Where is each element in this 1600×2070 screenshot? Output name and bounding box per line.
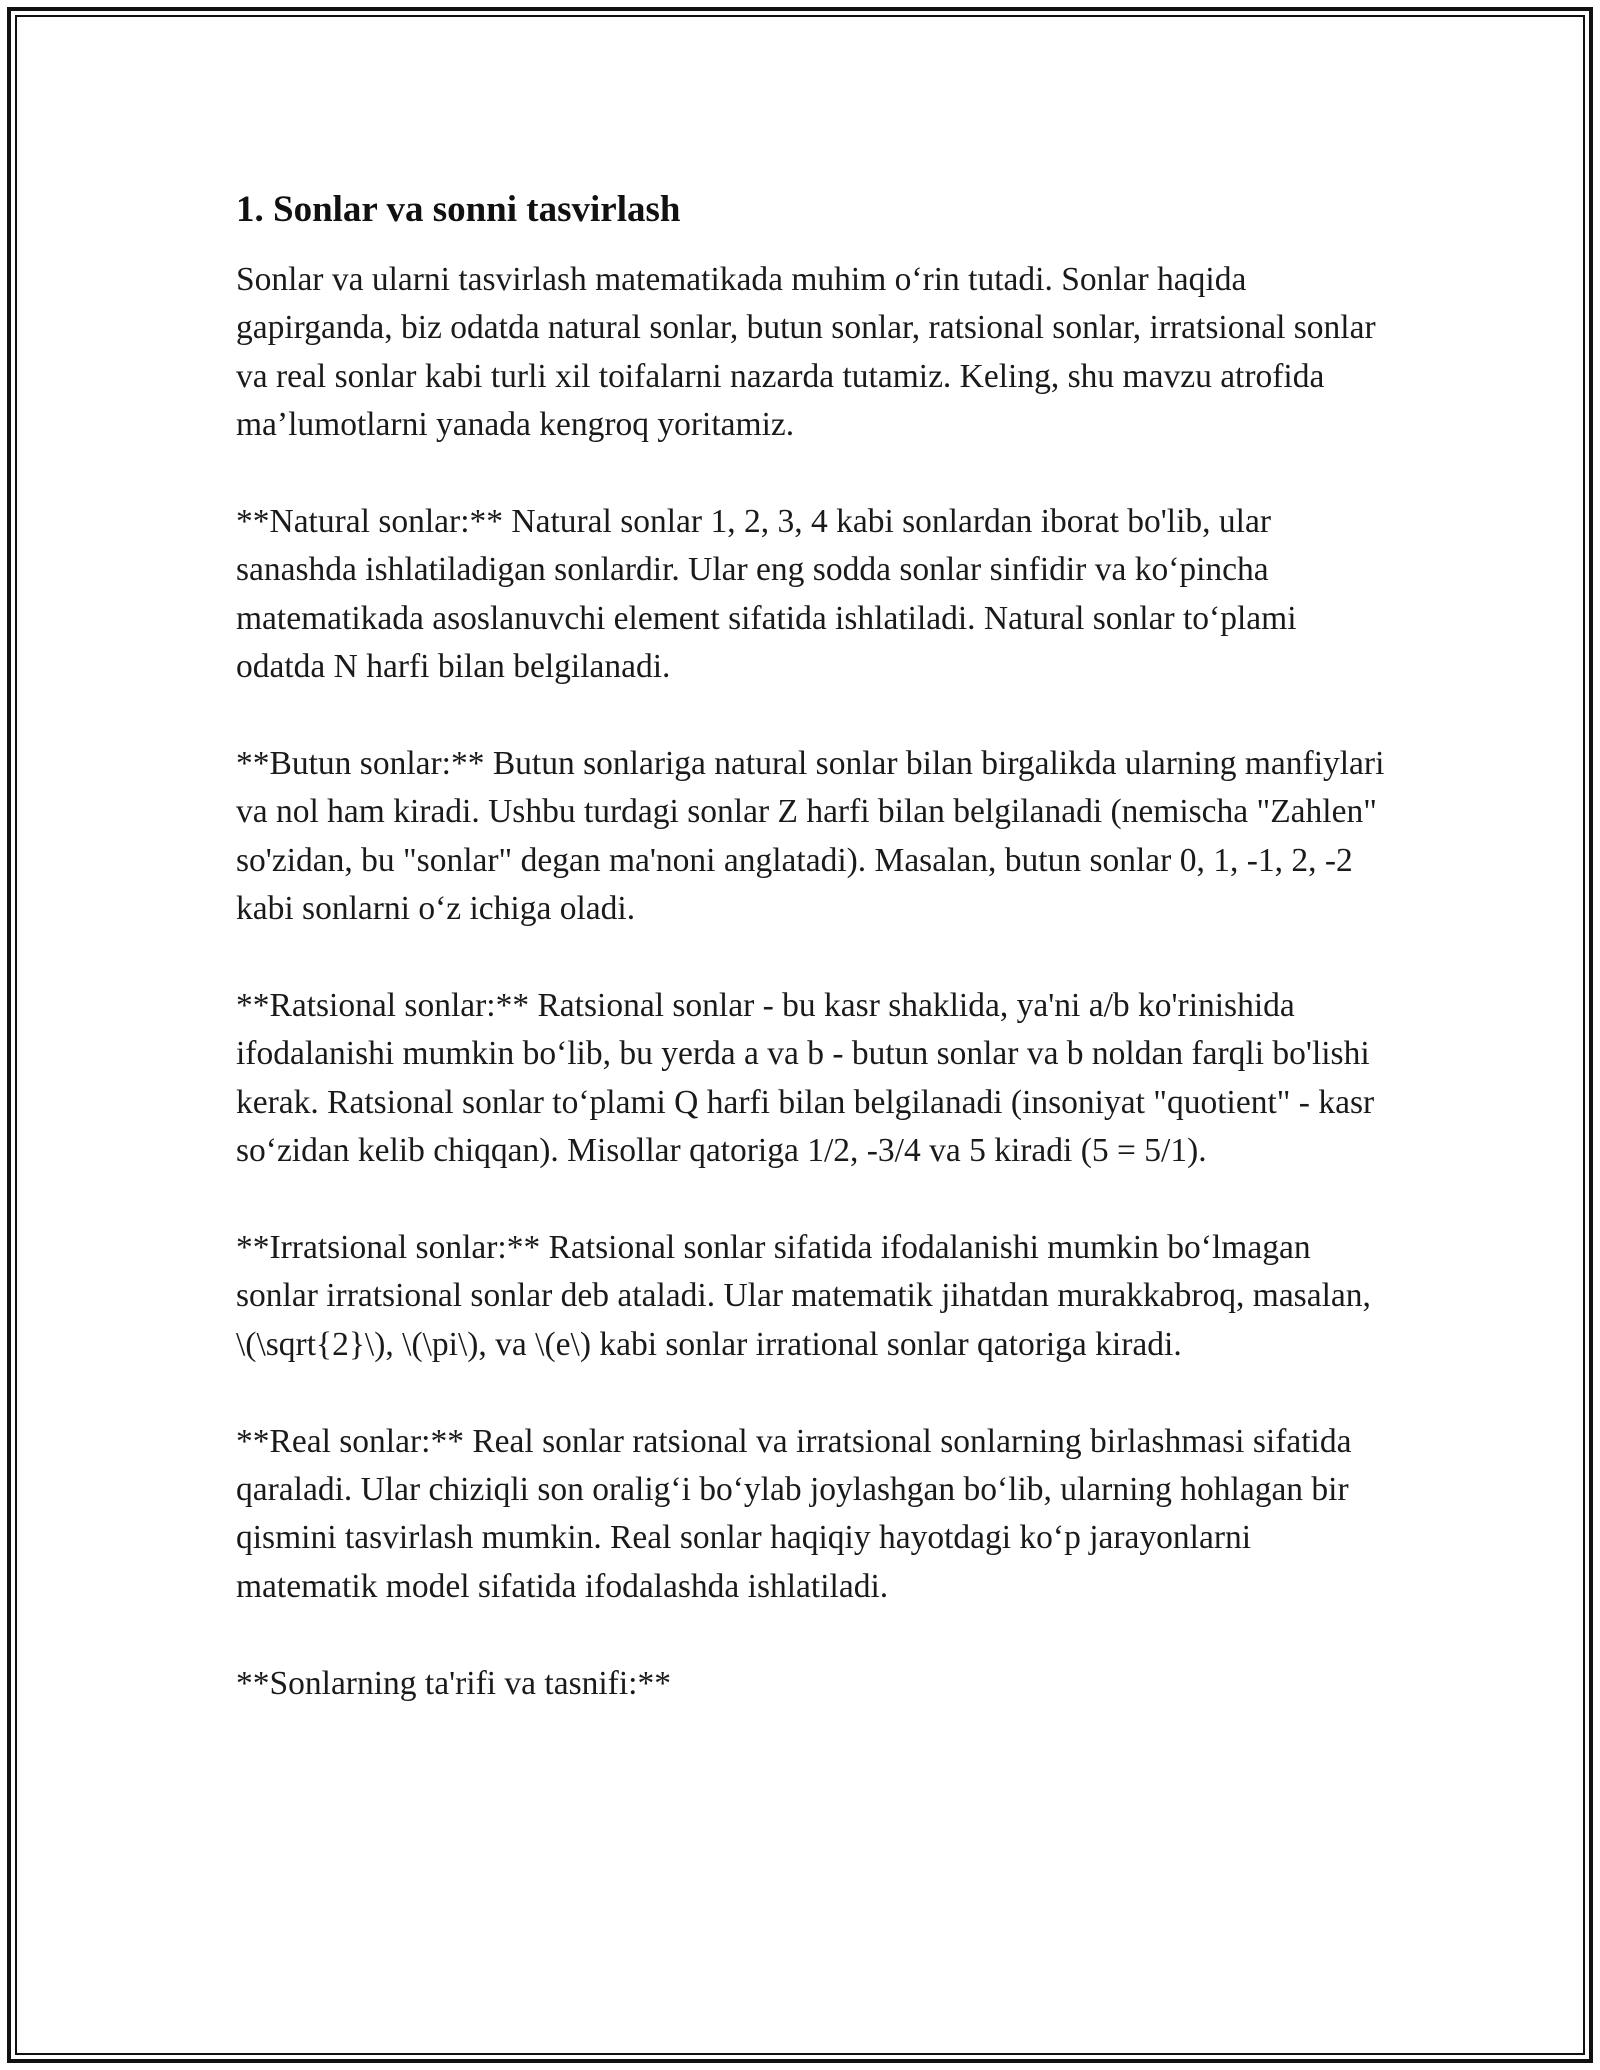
paragraph-rational-numbers: **Ratsional sonlar:** Ratsional sonlar - bu kasr shaklida, ya'ni a/b ko'rinishida ifodalanishi mumkin bo‘lib, bu yerda a va b - butun sonlar va b noldan farqli bo'lishi kerak. Ratsional sonlar to‘plami Q harfi bilan belgilanadi (insoniyat "quotient" - kasr so‘zidan kelib chiqqan). Misollar qatoriga 1/2, -3/4 va 5 kiradi (5 = 5/1).: [236, 987, 1375, 1170]
section-heading: 1. Sonlar va sonni tasvirlash: [236, 189, 681, 230]
paragraph-intro: Sonlar va ularni tasvirlash matematikada muhim o‘rin tutadi. Sonlar haqida gapirganda, biz odatda natural sonlar, butun sonlar, ratsional sonlar, irratsional sonlar va real sonlar kabi turli xil toifalarni nazarda tutamiz. Keling, shu mavzu atrofida ma’lumotlarni yanada kengroq yoritamiz.: [236, 261, 1376, 444]
paragraph-irrational-numbers: **Irratsional sonlar:** Ratsional sonlar sifatida ifodalanishi mumkin bo‘lmagan sonlar irratsional sonlar deb ataladi. Ular matematik jihatdan murakkabroq, masalan, \(\sqrt{2}\), \(\pi\), va \(e\) kabi sonlar irrational sonlar qatoriga kiradi.: [236, 1229, 1371, 1363]
paragraph-integers: **Butun sonlar:** Butun sonlariga natural sonlar bilan birgalikda ularning manfiylari va nol ham kiradi. Ushbu turdagi sonlar Z harfi bilan belgilanadi (nemischa "Zahlen" so'zidan, bu "sonlar" degan ma'noni anglatadi). Masalan, butun sonlar 0, 1, -1, 2, -2 kabi sonlarni o‘z ichiga oladi.: [236, 745, 1385, 928]
document-body: [236, 186, 1386, 1708]
paragraph-definition-heading: **Sonlarning ta'rifi va tasnifi:**: [236, 1664, 671, 1702]
paragraph-natural-numbers: **Natural sonlar:** Natural sonlar 1, 2, 3, 4 kabi sonlardan iborat bo'lib, ular sanashda ishlatiladigan sonlardir. Ular eng sodda sonlar sinfidir va ko‘pincha matematikada asoslanuvchi element sifatida ishlatiladi. Natural sonlar to‘plami odatda N harfi bilan belgilanadi.: [236, 503, 1297, 686]
paragraph-real-numbers: **Real sonlar:** Real sonlar ratsional va irratsional sonlarning birlashmasi sifatida qaraladi. Ular chiziqli son oralig‘i bo‘ylab joylashgan bo‘lib, ularning hohlagan bir qismini tasvirlash mumkin. Real sonlar haqiqiy hayotdagi ko‘p jarayonlarni matematik model sifatida ifodalashda ishlatiladi.: [236, 1422, 1352, 1605]
